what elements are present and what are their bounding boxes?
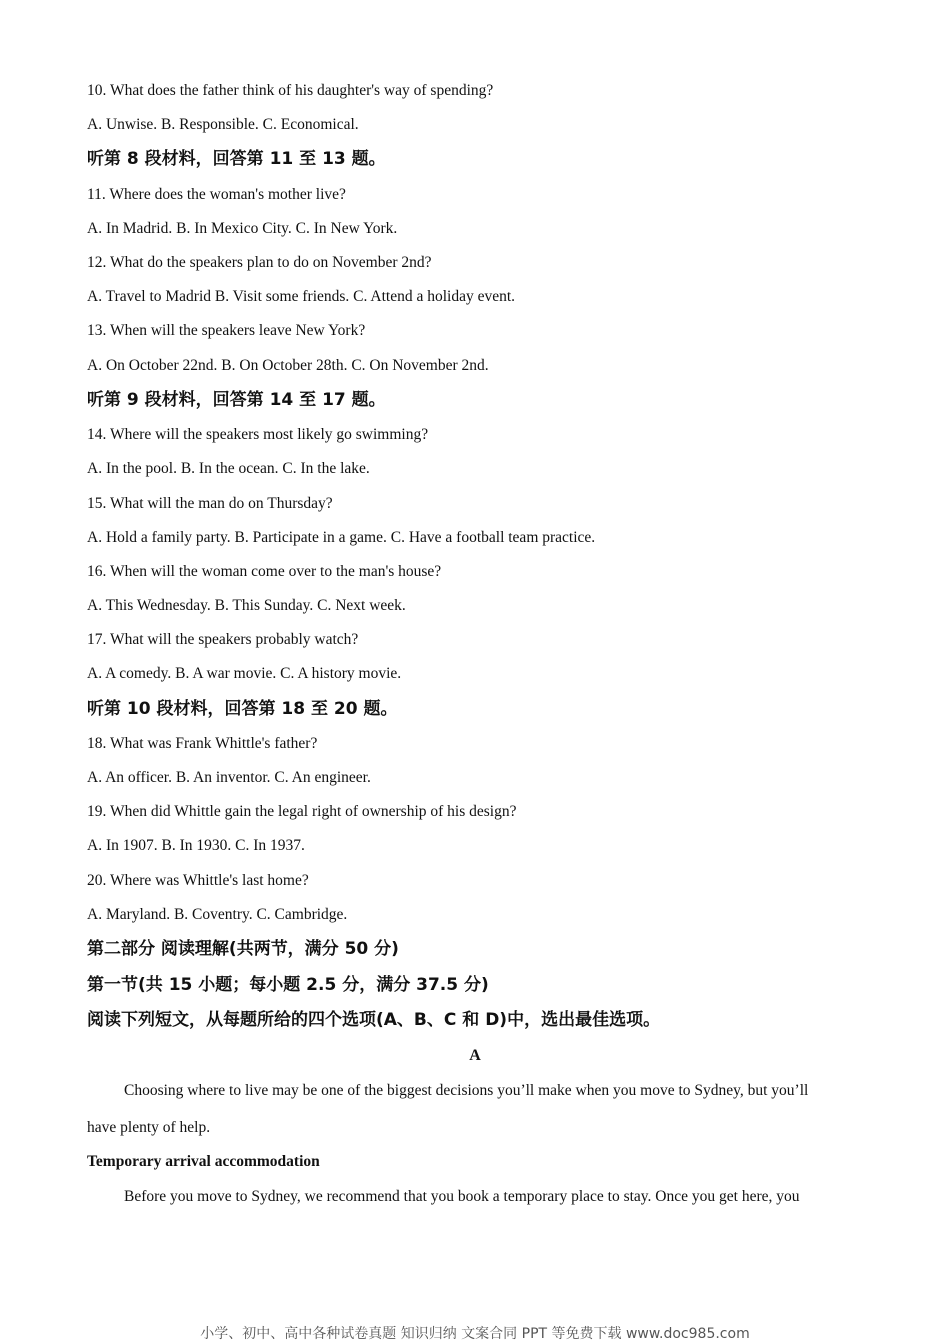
question-11: 11. Where does the woman's mother live? — [87, 186, 346, 203]
question-14-options: A. In the pool. B. In the ocean. C. In the lake. — [87, 460, 370, 477]
question-13: 13. When will the speakers leave New York? — [87, 322, 366, 339]
question-12-options: A. Travel to Madrid B. Visit some friends. C. Attend a holiday event. — [87, 288, 516, 305]
part-two-heading: 第二部分 阅读理解(共两节，满分 50 分) — [87, 939, 399, 959]
question-16-options: A. This Wednesday. B. This Sunday. C. Next week. — [87, 597, 406, 614]
question-15: 15. What will the man do on Thursday? — [87, 495, 333, 512]
part-one-heading: 第一节(共 15 小题；每小题 2.5 分，满分 37.5 分) — [87, 975, 489, 995]
question-20: 20. Where was Whittle's last home? — [87, 872, 309, 889]
question-17: 17. What will the speakers probably watch? — [87, 631, 359, 648]
question-18-options: A. An officer. B. An inventor. C. An engineer. — [87, 769, 371, 786]
passage-title: A — [469, 1047, 481, 1064]
passage-para2-line1: Before you move to Sydney, we recommend that you book a temporary place to stay. Once you get here, you — [124, 1188, 800, 1205]
question-13-options: A. On October 22nd. B. On October 28th. C. On November 2nd. — [87, 357, 489, 374]
section-heading-9: 听第 9 段材料，回答第 14 至 17 题。 — [87, 390, 386, 410]
question-18: 18. What was Frank Whittle's father? — [87, 735, 318, 752]
question-19-options: A. In 1907. B. In 1930. C. In 1937. — [87, 837, 305, 854]
question-15-options: A. Hold a family party. B. Participate in a game. C. Have a football team practice. — [87, 529, 596, 546]
question-10-options: A. Unwise. B. Responsible. C. Economical. — [87, 116, 359, 133]
reading-instructions: 阅读下列短文，从每题所给的四个选项(A、B、C 和 D)中，选出最佳选项。 — [87, 1010, 661, 1030]
passage-subheading: Temporary arrival accommodation — [87, 1153, 320, 1170]
passage-para1-line2: have plenty of help. — [87, 1119, 211, 1136]
passage-para1-line1: Choosing where to live may be one of the biggest decisions you’ll make when you move to Sydney, but you’ll — [124, 1082, 809, 1099]
question-11-options: A. In Madrid. B. In Mexico City. C. In New York. — [87, 220, 398, 237]
question-10: 10. What does the father think of his daughter's way of spending? — [87, 82, 494, 99]
question-20-options: A. Maryland. B. Coventry. C. Cambridge. — [87, 906, 348, 923]
section-heading-10: 听第 10 段材料，回答第 18 至 20 题。 — [87, 699, 398, 719]
question-16: 16. When will the woman come over to the man's house? — [87, 563, 442, 580]
question-19: 19. When did Whittle gain the legal right of ownership of his design? — [87, 803, 517, 820]
page-footer: 小学、初中、高中各种试卷真题 知识归纳 文案合同 PPT 等免费下载 www.doc985.com — [200, 1326, 750, 1342]
question-12: 12. What do the speakers plan to do on November 2nd? — [87, 254, 432, 271]
question-14: 14. Where will the speakers most likely go swimming? — [87, 426, 429, 443]
question-17-options: A. A comedy. B. A war movie. C. A history movie. — [87, 665, 402, 682]
section-heading-8: 听第 8 段材料，回答第 11 至 13 题。 — [87, 149, 386, 169]
